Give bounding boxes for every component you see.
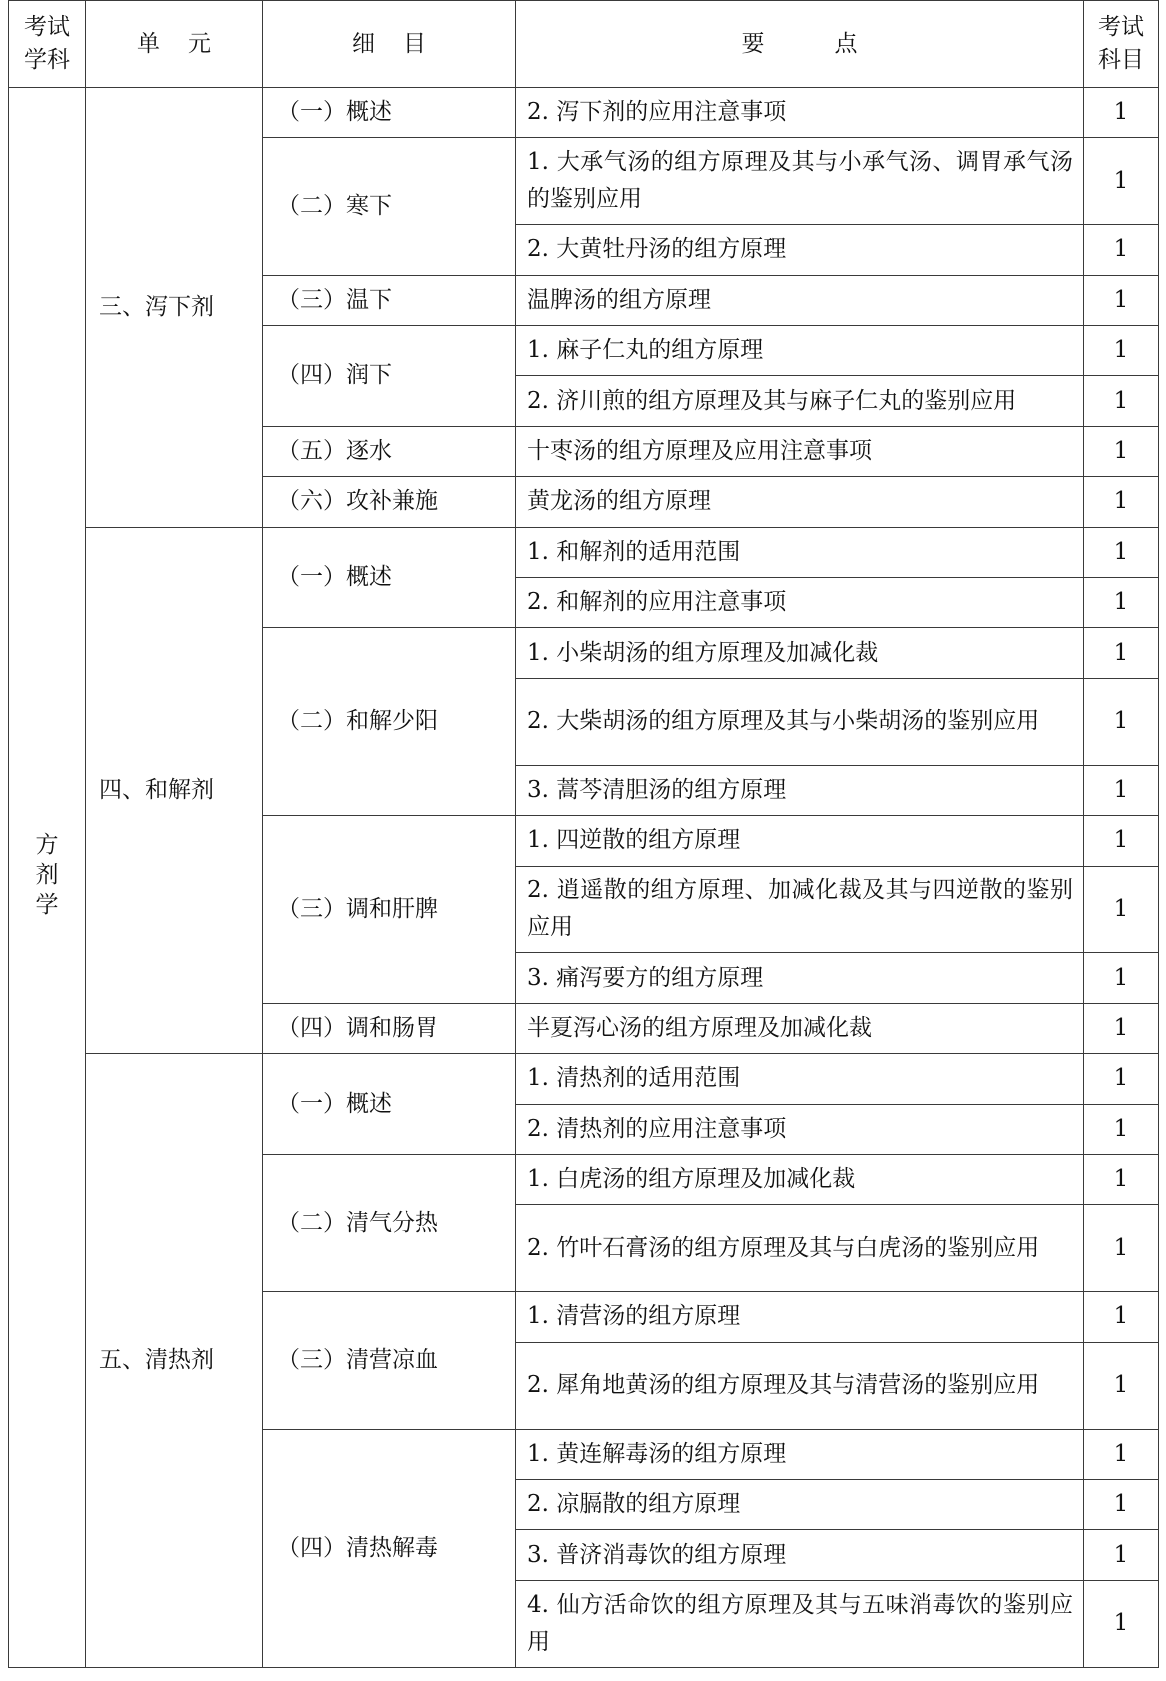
detail-label: （一）概述 [277,99,392,126]
syllabus-table [8,0,1159,1668]
level-label: 1 [1113,538,1129,565]
level-cell [1084,1054,1159,1104]
level-cell [1084,87,1159,137]
table-row [9,527,1159,577]
level-cell [1084,426,1159,476]
header-detail-label: 细目 [352,30,454,57]
point-cell [516,1292,1084,1342]
level-cell [1084,1429,1159,1479]
point-cell [516,376,1084,426]
level-cell [1084,477,1159,527]
level-label: 1 [1113,1440,1129,1467]
level-cell [1084,527,1159,577]
detail-label: （二）清气分热 [277,1209,438,1236]
level-label: 1 [1113,387,1129,414]
level-label: 1 [1113,437,1129,464]
point-cell [516,1429,1084,1479]
table-header-row [9,1,1159,88]
detail-label: （二）寒下 [277,192,392,219]
header-unit-label: 单元 [137,30,239,57]
header-level-label: 考试科目 [1098,13,1144,73]
point-label: 1. 清热剂的适用范围 [527,1065,741,1092]
point-label: 3. 普济消毒饮的组方原理 [527,1541,787,1568]
level-label: 1 [1113,1115,1129,1142]
detail-cell [263,138,516,275]
detail-label: （三）温下 [277,286,392,313]
level-label: 1 [1113,639,1129,666]
detail-label: （四）润下 [277,362,392,389]
level-cell [1084,1104,1159,1154]
point-label: 1. 和解剂的适用范围 [527,538,741,565]
point-cell [516,1479,1084,1529]
detail-label: （四）清热解毒 [277,1534,438,1561]
point-label: 温脾汤的组方原理 [527,286,711,313]
level-cell [1084,1292,1159,1342]
point-cell [516,578,1084,628]
point-cell [516,1003,1084,1053]
level-label: 1 [1113,1065,1129,1092]
point-cell [516,477,1084,527]
level-cell [1084,765,1159,815]
point-label: 2. 泻下剂的应用注意事项 [527,99,787,126]
detail-label: （四）调和肠胃 [277,1014,438,1041]
point-cell [516,87,1084,137]
level-cell [1084,578,1159,628]
detail-cell [263,325,516,426]
detail-label: （三）调和肝脾 [277,895,438,922]
point-cell [516,1104,1084,1154]
detail-label: （六）攻补兼施 [277,488,438,515]
level-label: 1 [1113,1610,1129,1637]
detail-cell [263,628,516,816]
level-cell [1084,628,1159,678]
point-label: 半夏泻心汤的组方原理及加减化裁 [527,1014,872,1041]
point-label: 2. 清热剂的应用注意事项 [527,1115,787,1142]
level-cell [1084,225,1159,275]
point-label: 1. 四逆散的组方原理 [527,827,741,854]
point-cell [516,325,1084,375]
point-cell [516,225,1084,275]
point-cell [516,1155,1084,1205]
point-label: 黄龙汤的组方原理 [527,488,711,515]
detail-label: （五）逐水 [277,437,392,464]
level-label: 1 [1113,1303,1129,1330]
point-label: 2. 大柴胡汤的组方原理及其与小柴胡汤的鉴别应用 [527,708,1040,735]
point-label: 2. 凉膈散的组方原理 [527,1491,741,1518]
detail-cell [263,1292,516,1429]
level-cell [1084,376,1159,426]
level-cell [1084,325,1159,375]
point-cell [516,527,1084,577]
point-label: 十枣汤的组方原理及应用注意事项 [527,437,872,464]
point-cell [516,765,1084,815]
point-label: 1. 黄连解毒汤的组方原理 [527,1440,787,1467]
level-label: 1 [1113,1541,1129,1568]
level-cell [1084,1155,1159,1205]
point-cell [516,1580,1084,1667]
level-cell [1084,1580,1159,1667]
point-label: 1. 小柴胡汤的组方原理及加减化裁 [527,639,879,666]
unit-label: 五、清热剂 [99,1347,214,1374]
point-label: 1. 大承气汤的组方原理及其与小承气汤、调胃承气汤的鉴别应用 [527,149,1073,213]
detail-label: （一）概述 [277,1090,392,1117]
level-cell [1084,138,1159,225]
point-label: 2. 济川煎的组方原理及其与麻子仁丸的鉴别应用 [527,387,1017,414]
point-label: 2. 竹叶石膏汤的组方原理及其与白虎汤的鉴别应用 [527,1234,1040,1261]
header-point [516,1,1084,88]
header-detail [263,1,516,88]
level-label: 1 [1113,1372,1129,1399]
point-cell [516,953,1084,1003]
point-cell [516,426,1084,476]
level-label: 1 [1113,337,1129,364]
level-label: 1 [1113,964,1129,991]
unit-cell [86,527,263,1054]
point-cell [516,628,1084,678]
detail-cell [263,1054,516,1155]
unit-label: 四、和解剂 [99,776,214,803]
level-label: 1 [1113,1491,1129,1518]
point-label: 1. 清营汤的组方原理 [527,1303,741,1330]
point-cell [516,1342,1084,1429]
level-cell [1084,1342,1159,1429]
point-label: 3. 蒿芩清胆汤的组方原理 [527,776,787,803]
level-label: 1 [1113,895,1129,922]
unit-cell [86,1054,263,1668]
level-cell [1084,953,1159,1003]
detail-label: （二）和解少阳 [277,708,438,735]
detail-label: （三）清营凉血 [277,1346,438,1373]
detail-cell [263,426,516,476]
detail-cell [263,1003,516,1053]
detail-cell [263,1155,516,1292]
point-label: 3. 痛泻要方的组方原理 [527,964,764,991]
detail-cell [263,477,516,527]
header-level [1084,1,1159,88]
level-cell [1084,816,1159,866]
detail-label: （一）概述 [277,564,392,590]
level-label: 1 [1113,99,1129,126]
point-cell [516,1530,1084,1580]
point-label: 1. 麻子仁丸的组方原理 [527,337,764,364]
subject-label: 方剂学 [35,832,59,919]
level-cell [1084,1530,1159,1580]
level-cell [1084,866,1159,953]
level-cell [1084,1479,1159,1529]
header-subject [9,1,86,88]
point-cell [516,1054,1084,1104]
level-label: 1 [1113,589,1129,616]
point-label: 4. 仙方活命饮的组方原理及其与五味消毒饮的鉴别应用 [527,1591,1073,1655]
subject-cell [9,87,86,1667]
detail-cell [263,1429,516,1667]
header-unit [86,1,263,88]
level-cell [1084,1003,1159,1053]
detail-cell [263,816,516,1004]
level-label: 1 [1113,236,1129,263]
level-label: 1 [1113,708,1129,735]
point-cell [516,138,1084,225]
point-label: 1. 白虎汤的组方原理及加减化裁 [527,1166,856,1193]
point-label: 2. 和解剂的应用注意事项 [527,589,787,616]
level-label: 1 [1113,1166,1129,1193]
level-cell [1084,1205,1159,1292]
level-cell [1084,678,1159,765]
syllabus-table-body [9,1,1159,1668]
level-label: 1 [1113,827,1129,854]
unit-cell [86,87,263,527]
header-subject-label: 考试学科 [24,13,70,73]
level-cell [1084,275,1159,325]
level-label: 1 [1113,167,1129,194]
point-label: 2. 犀角地黄汤的组方原理及其与清营汤的鉴别应用 [527,1372,1040,1399]
point-cell [516,816,1084,866]
point-cell [516,678,1084,765]
level-label: 1 [1113,286,1129,313]
table-row [9,1054,1159,1104]
level-label: 1 [1113,1234,1129,1261]
level-label: 1 [1113,488,1129,515]
detail-cell [263,87,516,137]
level-label: 1 [1113,1014,1129,1041]
table-row [9,87,1159,137]
unit-label: 三、泻下剂 [99,293,214,320]
point-cell [516,275,1084,325]
level-label: 1 [1113,776,1129,803]
point-cell [516,866,1084,953]
header-point-label: 要点 [741,30,928,57]
point-label: 2. 逍遥散的组方原理、加减化裁及其与四逆散的鉴别应用 [527,877,1073,941]
detail-cell [263,275,516,325]
detail-cell [263,527,516,628]
point-label: 2. 大黄牡丹汤的组方原理 [527,236,787,263]
point-cell [516,1205,1084,1292]
